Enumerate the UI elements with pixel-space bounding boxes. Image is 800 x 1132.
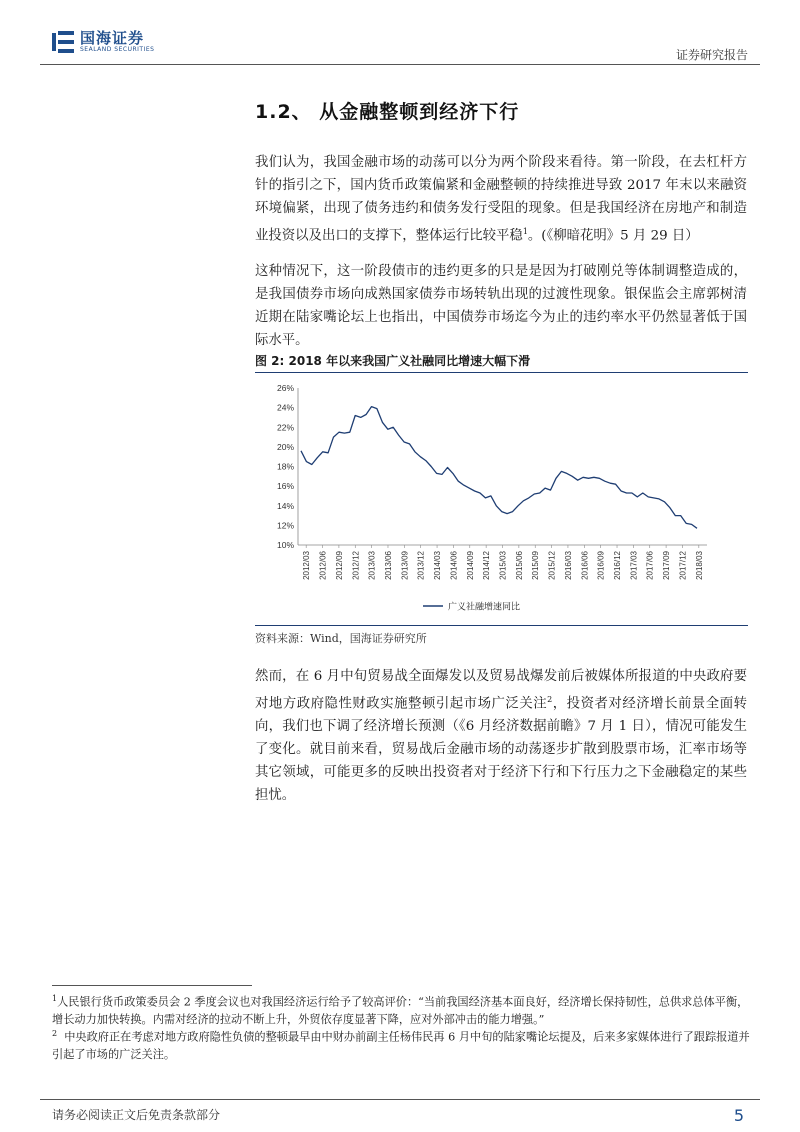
footnote-ref-1[interactable]: 1 (522, 227, 528, 236)
sealand-logo-icon (52, 31, 74, 53)
figure-top-rule (255, 372, 748, 373)
figure-source: 资料来源：Wind，国海证券研究所 (255, 632, 427, 645)
y-tick-label: 24% (276, 402, 294, 413)
y-tick-label: 16% (276, 481, 294, 492)
y-tick-label: 18% (276, 461, 294, 472)
x-tick-label: 2012/03 (302, 551, 312, 580)
x-tick-label: 2016/12 (613, 551, 623, 580)
x-tick-label: 2017/09 (662, 551, 672, 580)
header-divider (40, 64, 760, 65)
footer-disclaimer: 请务必阅读正文后免责条款部分 (52, 1108, 221, 1122)
legend-label: 广义社融增速同比 (448, 601, 521, 612)
x-tick-label: 2017/12 (678, 551, 688, 580)
x-tick-label: 2015/03 (498, 551, 508, 580)
x-tick-label: 2014/06 (449, 551, 459, 580)
paragraph-1-tail: 。(《柳暗花明》5 月 29 日） (527, 228, 699, 244)
footnote-2-text: 中央政府正在考虑对地方政府隐性负债的整顿最早由中财办前副主任杨伟民再 6 月中旬的陆家嘴论坛提及，后来多家媒体进行了跟踪报道并引起了市场的广泛关注。 (52, 1030, 750, 1061)
paragraph-2-text: 这种情况下，这一阶段债市的违约更多的只是是因为打破刚兑等体制调整造成的，是我国债券市场向成熟国家债券市场转轨出现的过渡性现象。银保监会主席郭树清近期在陆家嘴论坛上也指出，中国债券市场迄今为止的违约率水平仍然显著低于国际水平。 (255, 264, 747, 348)
footnote-1-text: 人民银行货币政策委员会 2 季度会议也对我国经济运行给予了较高评价：“当前我国经济基本面良好，经济增长保持韧性，总供求总体平衡，增长动力加快转换。内需对经济的拉动不断上升，外贸依存度显著下降，应对外部冲击的能力增强。” (52, 995, 749, 1026)
y-tick-label: 26% (276, 383, 294, 393)
section-title: 1.2、 从金融整顿到经济下行 (255, 101, 520, 123)
figure-title: 图 2: 2018 年以来我国广义社融同比增速大幅下滑 (255, 354, 531, 368)
x-tick-label: 2013/03 (367, 551, 377, 580)
series-line (301, 407, 697, 529)
paragraph-1 (255, 151, 747, 247)
x-tick-label: 2016/03 (563, 551, 573, 580)
x-tick-label: 2012/12 (351, 551, 361, 580)
y-tick-label: 14% (276, 500, 294, 511)
paragraph-2 (255, 260, 747, 352)
footer-divider (40, 1099, 760, 1100)
footnote-1 (52, 990, 752, 1028)
footnote-divider (52, 985, 252, 986)
figure-bottom-rule (255, 625, 748, 626)
x-tick-label: 2014/03 (433, 551, 443, 580)
x-tick-label: 2015/12 (547, 551, 557, 580)
y-tick-label: 20% (276, 441, 294, 452)
report-type: 证券研究报告 (675, 48, 748, 62)
x-tick-label: 2016/09 (596, 551, 606, 580)
x-tick-label: 2017/06 (645, 551, 655, 580)
paragraph-3-tail: ，投资者对经济增长前景全面转向，我们也下调了经济增长预测（《6 月经济数据前瞻》7 月 1 日），情况可能发生了变化。就目前来看，贸易战后金融市场的动荡逐步扩散到股票市场，汇率市场等其它领域，可能更多的反映出投资者对于经济下行和下行压力之下金融稳定的某些担忧。 (255, 696, 748, 804)
x-tick-label: 2015/06 (514, 551, 524, 580)
paragraph-3 (255, 665, 747, 807)
y-tick-label: 10% (276, 540, 294, 550)
x-tick-label: 2017/03 (629, 551, 639, 580)
brand-name-cn: 国海证券 (80, 29, 145, 47)
x-tick-label: 2015/09 (531, 551, 541, 580)
x-tick-label: 2016/06 (580, 551, 590, 580)
x-tick-label: 2014/12 (482, 551, 492, 580)
x-tick-label: 2014/09 (465, 551, 475, 580)
header-logo (52, 30, 154, 53)
brand-name-en: SEALAND SECURITIES (80, 46, 155, 53)
page-number: 5 (733, 1106, 744, 1125)
footnote-2 (52, 1025, 752, 1063)
footnote-ref-2[interactable]: 2 (547, 695, 553, 704)
paragraph-3-text: 然而，在 6 月中旬贸易战全面爆发以及贸易战爆发前后被媒体所报道的中央政府要对地方政府隐性财政实施整顿引起市场广泛关注 (255, 669, 747, 712)
y-tick-label: 22% (276, 422, 294, 433)
footnote-2-number: 2 (52, 1029, 58, 1038)
paragraph-1-text: 我们认为，我国金融市场的动荡可以分为两个阶段来看待。第一阶段，在去杠杆方针的指引之下，国内货币政策偏紧和金融整顿的持续推进导致 2017 年末以来融资环境偏紧，出现了债务违约和债务发行受阻的现象。但是我国经济在房地产和制造业投资以及出口的支撑下，整体运行比较平稳 (255, 155, 747, 244)
x-tick-label: 2012/09 (334, 551, 344, 580)
x-tick-label: 2013/06 (383, 551, 393, 580)
x-tick-label: 2018/03 (694, 551, 704, 580)
y-tick-label: 12% (276, 520, 294, 531)
x-tick-label: 2013/09 (400, 551, 410, 580)
x-tick-label: 2012/06 (318, 551, 328, 580)
x-tick-label: 2013/12 (416, 551, 426, 580)
line-chart (255, 374, 748, 624)
footnote-1-number: 1 (52, 994, 58, 1003)
